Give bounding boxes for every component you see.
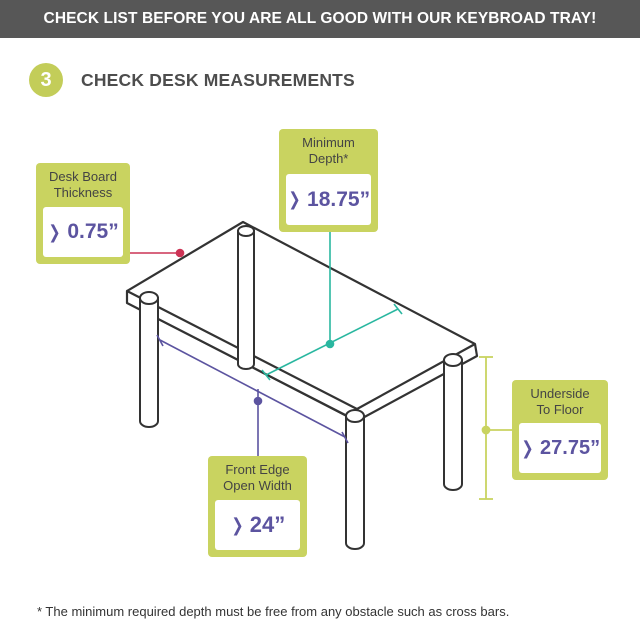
- depth-callout: [279, 129, 378, 232]
- front-width-value-box: [215, 500, 300, 550]
- depth-value-box: [286, 174, 371, 225]
- front-width-callout: [208, 456, 307, 557]
- underside-callout: [512, 380, 608, 480]
- thickness-label: Desk Board Thickness: [49, 169, 117, 200]
- underside-value: 27.75”: [540, 436, 601, 459]
- depth-value: 18.75”: [307, 187, 371, 211]
- height-measure: [479, 357, 512, 499]
- thickness-leader: [130, 250, 184, 257]
- banner-title: CHECK LIST BEFORE YOU ARE ALL GOOD WITH OUR KEYBROAD TRAY!: [43, 10, 597, 27]
- chevron-right-icon: ❯: [288, 189, 301, 209]
- front-width-value: 24”: [249, 512, 286, 537]
- underside-label: Underside To Floor: [530, 386, 590, 417]
- chevron-right-icon: ❯: [48, 221, 61, 242]
- chevron-right-icon: ❯: [231, 514, 244, 535]
- step-title: CHECK DESK MEASUREMENTS: [81, 69, 355, 90]
- step-number-badge: 3: [29, 63, 63, 97]
- chevron-right-icon: ❯: [521, 437, 534, 458]
- footnote: * The minimum required depth must be free from any obstacle such as cross bars.: [37, 604, 510, 619]
- front-width-label: Front Edge Open Width: [223, 462, 292, 493]
- thickness-callout: [36, 163, 130, 264]
- underside-value-box: [519, 423, 601, 473]
- thickness-value-box: [43, 207, 123, 257]
- depth-label: Minimum Depth*: [302, 135, 355, 166]
- thickness-value: 0.75”: [67, 220, 119, 243]
